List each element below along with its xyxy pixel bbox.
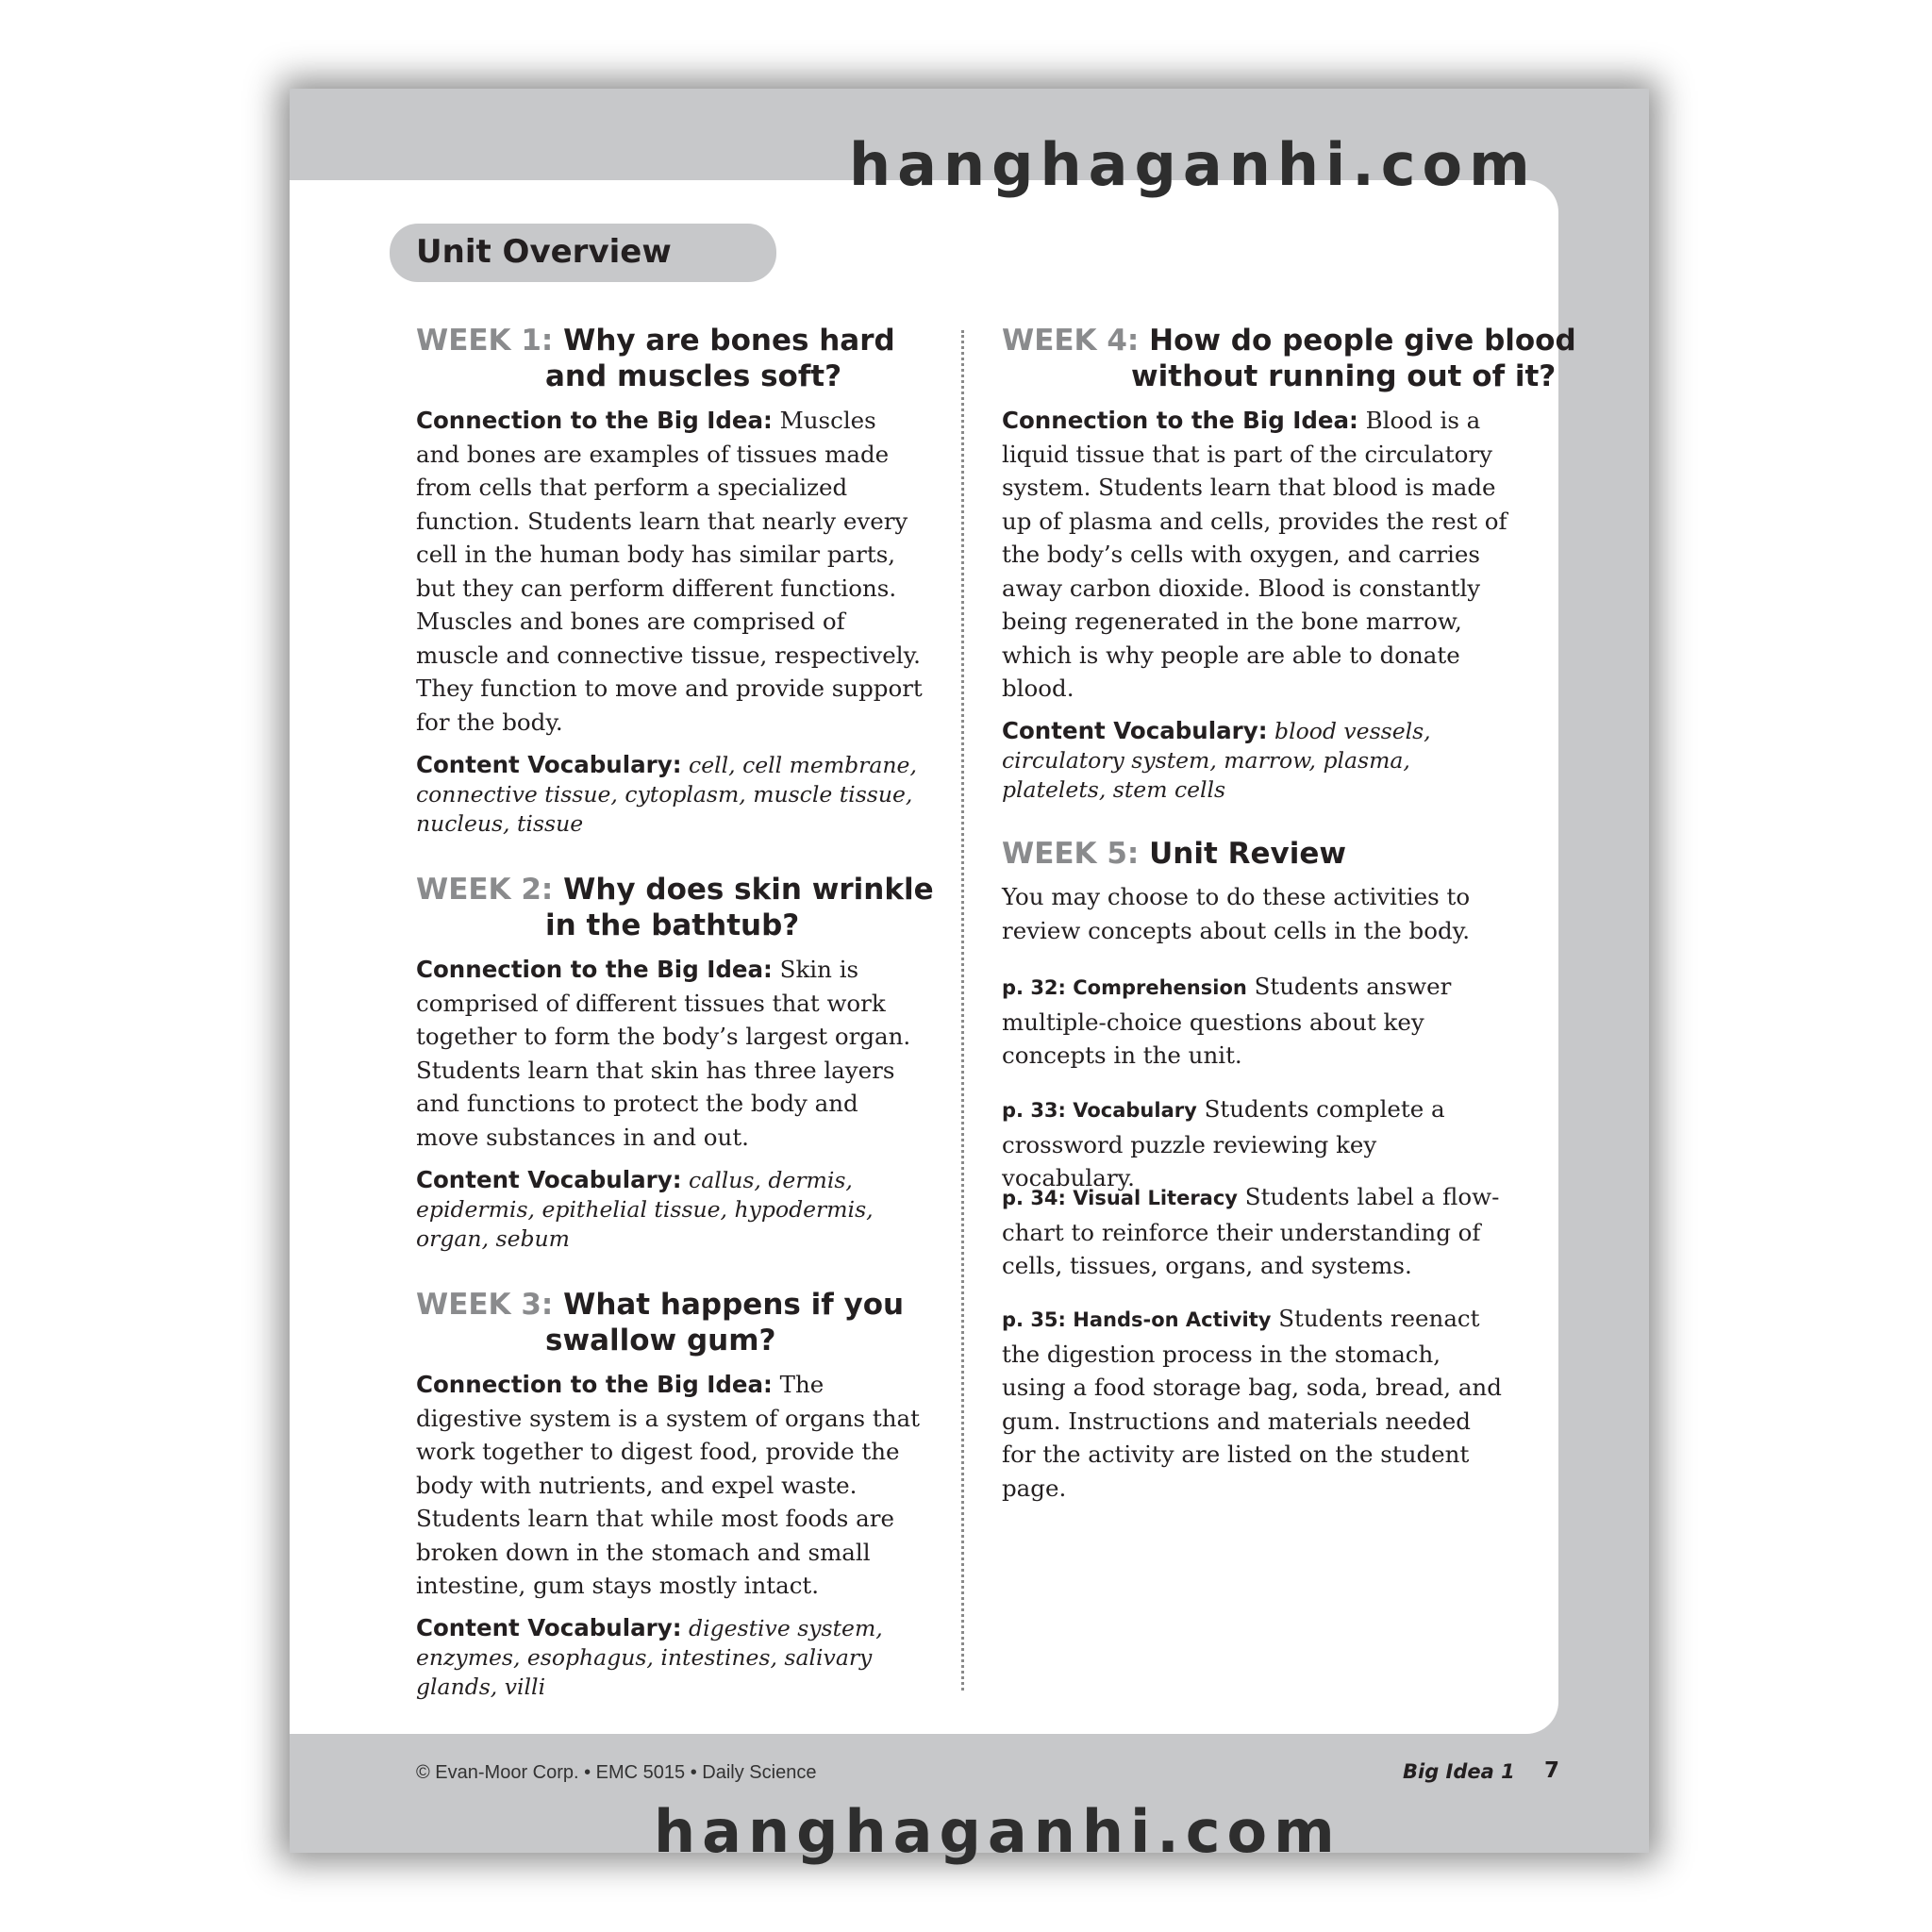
week-1-connection (416, 404, 925, 739)
week-label: WEEK 3: (416, 1288, 554, 1322)
footer-copyright: © Evan-Moor Corp. • EMC 5015 • Daily Science (416, 1762, 817, 1783)
connection-label: Connection to the Big Idea: (416, 407, 773, 434)
week-label: WEEK 2: (416, 873, 554, 907)
week-2-heading (416, 872, 934, 908)
connection-text: The digestive system is a system of organs that work together to digest food, provide the body with nutrients, and expel waste. Students learn that while most foods are broken down in the stomach and small intestine, gum stays mostly intact. (416, 1371, 920, 1599)
vocab-text: callus, dermis, epidermis, epithelial tissue, hypodermis, organ, sebum (416, 1167, 874, 1252)
week-4-connection (1002, 404, 1511, 706)
week-question: What happens if you (563, 1288, 905, 1322)
activity-text: Students answer multiple-choice questions about key concepts in the unit. (1002, 973, 1452, 1069)
week-question-continued: and muscles soft? (545, 359, 842, 393)
connection-label: Connection to the Big Idea: (416, 956, 773, 983)
connection-label: Connection to the Big Idea: (416, 1371, 773, 1398)
activity-visual-literacy (1002, 1180, 1511, 1283)
week-1-heading (416, 323, 895, 358)
connection-text: Skin is comprised of different tissues that work together to form the body’s largest organ. Students learn that skin has three layers and functions to protect the body and move substances in and out. (416, 956, 911, 1151)
activity-text: Students reenact the digestion process in the stomach, using a food storage bag, soda, bread, and gum. Instructions and materials needed for the activity are listed on the student page. (1002, 1305, 1502, 1502)
column-divider (961, 330, 964, 1690)
activity-text: Students label a flow-chart to reinforce their understanding of cells, tissues, organs, and systems. (1002, 1183, 1500, 1279)
activity-label: p. 34: Visual Literacy (1002, 1187, 1238, 1209)
week-question-continued: in the bathtub? (545, 908, 800, 942)
connection-text: Muscles and bones are examples of tissues made from cells that perform a specialized function. Students learn that nearly every cell in the human body has similar parts, but they can perform different functions. Muscles and bones are comprised of muscle and connective tissue, respectively. They function to move and provide support for the body. (416, 407, 923, 736)
week-3-connection (416, 1368, 925, 1603)
week-4-heading (1002, 323, 1576, 358)
watermark-top: hanghaganhi.com (849, 130, 1537, 199)
week-question: Why are bones hard (563, 324, 895, 358)
week-question: Why does skin wrinkle (563, 873, 934, 907)
activity-comprehension (1002, 970, 1511, 1073)
week-5-heading (1002, 836, 1346, 872)
vocab-text: cell, cell membrane, connective tissue, cytoplasm, muscle tissue, nucleus, tissue (416, 752, 917, 837)
activity-label: p. 33: Vocabulary (1002, 1099, 1197, 1122)
watermark-bottom: hanghaganhi.com (654, 1797, 1341, 1866)
week-label: WEEK 1: (416, 324, 554, 358)
week-5-intro: You may choose to do these activities to review concepts about cells in the body. (1002, 883, 1471, 944)
week-2-connection (416, 953, 925, 1154)
vocab-label: Content Vocabulary: (416, 751, 682, 778)
page-title: Unit Overview (416, 233, 672, 271)
activity-label: p. 35: Hands-on Activity (1002, 1308, 1272, 1331)
connection-label: Connection to the Big Idea: (1002, 407, 1358, 434)
week-question-continued: without running out of it? (1131, 359, 1557, 393)
vocab-text: digestive system, enzymes, esophagus, intestines, salivary glands, villi (416, 1615, 883, 1700)
week-label: WEEK 5: (1002, 837, 1140, 871)
activity-text: Students complete a crossword puzzle reviewing key vocabulary. (1002, 1095, 1445, 1191)
week-4-vocabulary (1002, 716, 1511, 805)
week-3-vocabulary (416, 1613, 925, 1702)
footer-big-idea: Big Idea 1 (1403, 1760, 1515, 1783)
activity-hands-on (1002, 1302, 1511, 1505)
week-2-vocabulary (416, 1165, 925, 1254)
week-1-vocabulary (416, 750, 925, 839)
page-number: 7 (1544, 1758, 1560, 1783)
connection-text: Blood is a liquid tissue that is part of the circulatory system. Students learn that blood is made up of plasma and cells, provides the rest of the body’s cells with oxygen, and carries away carbon dioxide. Blood is constantly being regenerated in the bone marrow, which is why people are able to donate blood. (1002, 407, 1507, 702)
week-label: WEEK 4: (1002, 324, 1140, 358)
week-3-heading (416, 1287, 904, 1323)
week-question-continued: swallow gum? (545, 1324, 776, 1357)
vocab-label: Content Vocabulary: (416, 1166, 682, 1193)
week-title: Unit Review (1149, 837, 1346, 871)
vocab-label: Content Vocabulary: (1002, 717, 1268, 744)
week-question: How do people give blood (1149, 324, 1576, 358)
vocab-label: Content Vocabulary: (416, 1614, 682, 1641)
vocab-text: blood vessels, circulatory system, marrow, plasma, platelets, stem cells (1002, 718, 1431, 803)
activity-label: p. 32: Comprehension (1002, 976, 1247, 999)
